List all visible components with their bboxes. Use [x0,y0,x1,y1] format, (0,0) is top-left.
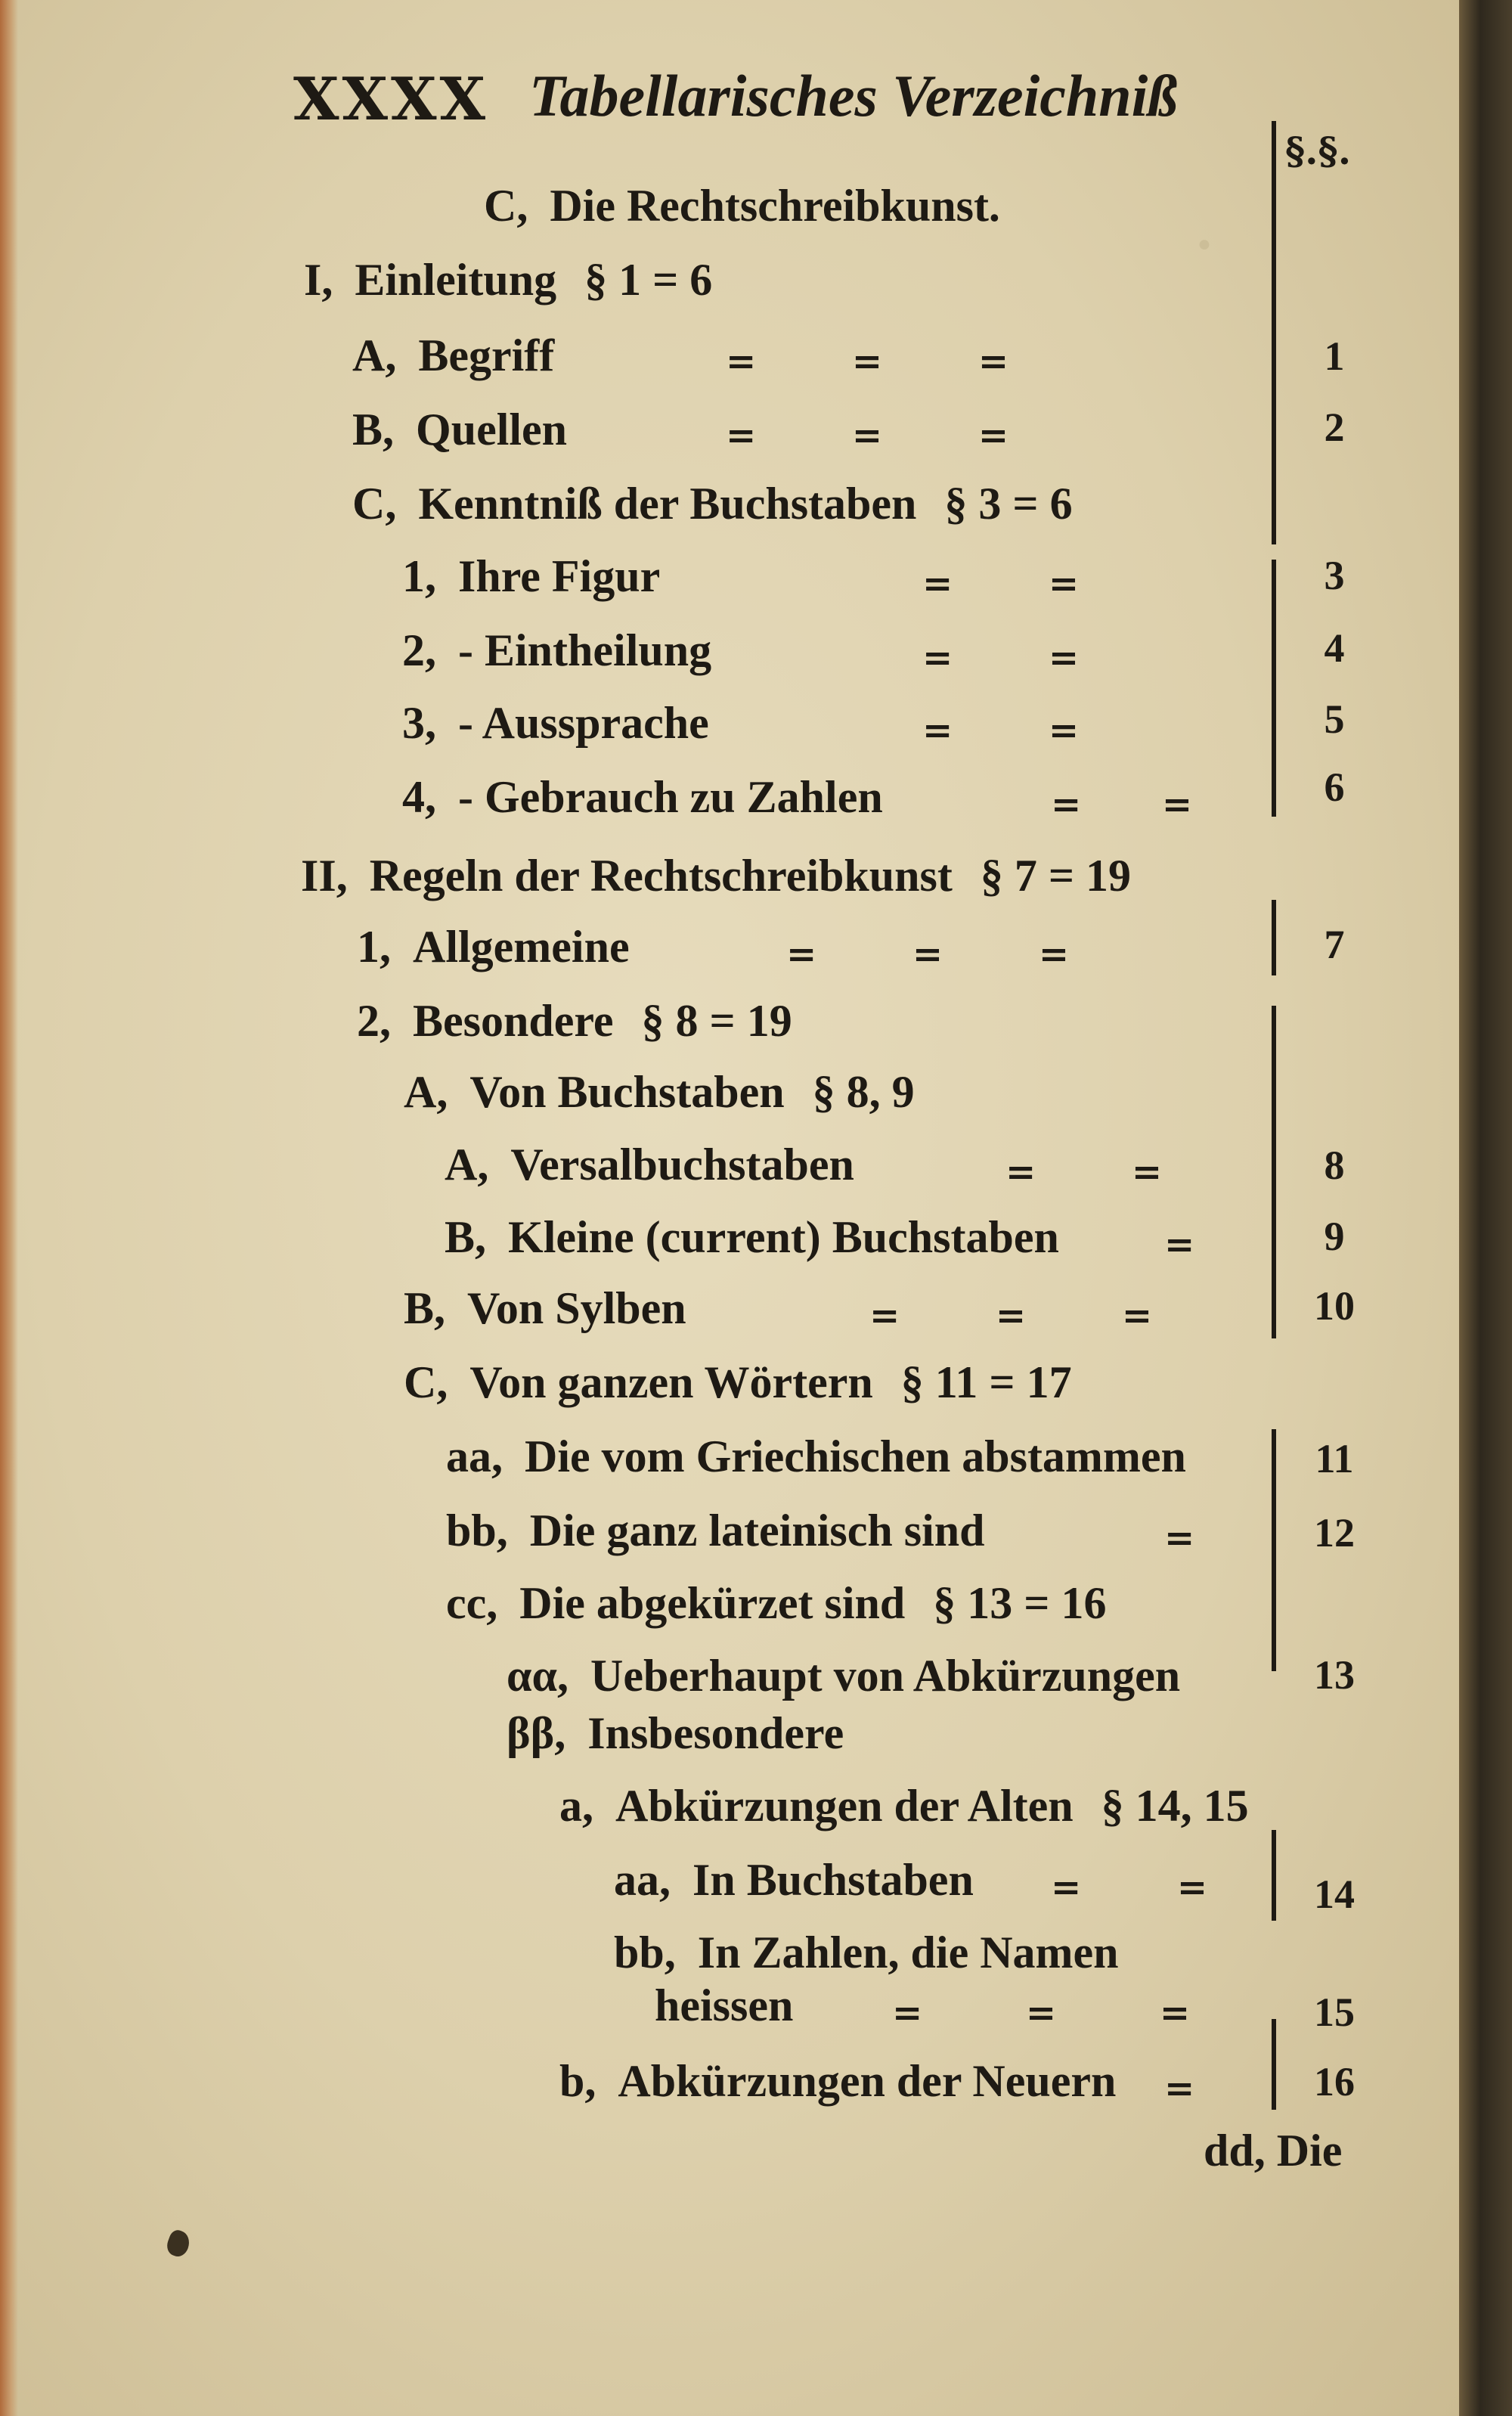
book-spine-edge [1459,0,1512,2416]
entry-marker: C, [352,479,397,529]
toc-entry [446,1508,984,1553]
section-number: 10 [1314,1283,1355,1329]
entry-text: Abkürzungen der Neuern [618,2056,1117,2106]
entry-text: Abkürzungen der Alten [615,1781,1074,1831]
ditto-marks: = [1164,2067,1195,2110]
entry-text: Ueberhaupt von Abkürzungen [590,1651,1181,1701]
section-number: 12 [1314,1510,1355,1555]
toc-entry [404,1357,1072,1407]
section-number: 14 [1314,1872,1355,1917]
toc-entry [507,1710,844,1756]
toc-entry [445,1214,1059,1260]
entry-text: Die abgekürzet sind [519,1578,906,1628]
section-range: § 11 = 17 [900,1357,1072,1407]
section-range: § 8, 9 [812,1067,915,1117]
column-rule [1272,560,1276,817]
entry-text: Einleitung [355,255,557,305]
section-number: 1 [1324,333,1345,379]
entry-marker: b, [559,2056,596,2106]
toc-entry [559,2058,1116,2104]
section-range: § 8 = 19 [641,996,792,1046]
section-number: 9 [1324,1214,1345,1259]
section-range: § 13 = 16 [933,1578,1107,1628]
section-number: 4 [1324,625,1345,671]
toc-entry [301,851,1132,901]
section-number: 7 [1324,922,1345,967]
column-rule [1272,1830,1276,1921]
toc-entry [357,922,630,972]
entry-marker: 1, [357,922,391,972]
ditto-marks: = = = [869,1295,1153,1337]
entry-text: Kenntniß der Buchstaben [418,479,917,529]
entry-text: Die vom Griechischen abstammen [525,1431,1186,1481]
entry-marker: bb, [614,1928,676,1977]
catchword: dd, Die [1204,2126,1343,2176]
page-number: XXXX [293,65,489,134]
entry-marker: A, [445,1140,489,1189]
entry-marker: B, [404,1283,446,1333]
entry-marker: C, [404,1357,448,1407]
entry-marker: 2, [402,625,436,675]
entry-text: - Aussprache [458,698,709,748]
entry-text: Begriff [418,330,555,380]
ditto-marks: = [1164,1517,1195,1559]
toc-entry [446,1431,1186,1481]
ditto-marks: = = [1051,1866,1208,1909]
toc-entry [445,1142,854,1187]
entry-marker: II, [301,851,348,901]
entry-text: Von Buchstaben [469,1067,785,1117]
toc-entry [404,1283,686,1333]
ditto-marks: = = = [726,414,1009,457]
column-rule [1272,1429,1276,1671]
entry-text: Allgemeine [413,922,630,972]
entry-text: Von Sylben [467,1283,686,1333]
entry-marker: 1, [402,551,436,601]
toc-entry [352,479,1073,529]
entry-marker: B, [352,405,395,454]
toc-entry [614,1930,1119,1975]
ditto-marks: = = = [786,933,1070,975]
section-number: 15 [1314,1990,1355,2035]
toc-entry [404,1069,915,1115]
entry-text: Die ganz lateinisch sind [529,1506,985,1555]
toc-entry [352,407,567,452]
section-range: § 1 = 6 [584,255,713,305]
entry-text: In Buchstaben [692,1855,974,1905]
entry-marker: a, [559,1781,593,1831]
toc-entry [484,181,1000,231]
entry-text: Besondere [413,996,614,1046]
entry-text: - Gebrauch zu Zahlen [458,772,883,822]
page-edge-left [0,0,18,2416]
entry-text: Ihre Figur [458,551,661,601]
toc-entry [304,255,713,305]
toc-entry [446,1580,1106,1626]
toc-entry [559,1781,1249,1831]
ditto-marks: = = = [726,340,1009,383]
section-number: 11 [1315,1436,1354,1481]
entry-marker: bb, [446,1506,508,1555]
ditto-marks: = = = [892,1992,1191,2034]
entry-text: Versalbuchstaben [510,1140,854,1189]
ink-smudge [164,2228,193,2259]
ditto-marks: = = [922,637,1080,679]
entry-marker: A, [404,1067,448,1117]
column-rule [1272,900,1276,975]
column-rule [1272,1006,1276,1338]
ditto-marks: = = [1051,783,1193,826]
ditto-marks: = [1164,1224,1195,1266]
entry-text: - Eintheilung [458,625,712,675]
toc-entry [402,551,661,601]
section-number: 5 [1324,696,1345,742]
entry-marker: B, [445,1212,487,1262]
entry-text: In Zahlen, die Namen [697,1928,1119,1977]
entry-marker: αα, [507,1651,569,1701]
section-range: § 14, 15 [1101,1781,1249,1831]
toc-entry [357,998,792,1044]
entry-text: Regeln der Rechtschreibkunst [369,851,953,901]
entry-marker: 3, [402,698,436,748]
entry-marker: 2, [357,996,391,1046]
column-rule [1272,2019,1276,2110]
entry-text: Insbesondere [587,1708,844,1758]
entry-text: Quellen [416,405,568,454]
section-number: 3 [1324,553,1345,598]
section-number: 6 [1324,764,1345,810]
entry-marker: C, [484,181,528,231]
section-column-heading: §.§. [1285,129,1352,173]
bleed-through-mark: • [1194,227,1214,265]
section-number: 8 [1324,1143,1345,1188]
toc-entry [614,1857,974,1903]
ditto-marks: = = [922,563,1080,605]
entry-text: Von ganzen Wörtern [469,1357,873,1407]
section-number: 16 [1314,2059,1355,2104]
entry-text: Kleine (current) Buchstaben [508,1212,1059,1262]
section-range: § 7 = 19 [980,851,1132,901]
toc-entry [507,1651,1181,1701]
entry-marker: cc, [446,1578,498,1628]
entry-marker: aa, [614,1855,671,1905]
toc-entry [644,1980,794,2030]
entry-marker: ββ, [507,1708,566,1758]
column-rule [1272,121,1276,544]
entry-marker: 4, [402,772,436,822]
page-title: Tabellarisches Verzeichniß [529,63,1178,129]
ditto-marks: = = [922,709,1080,752]
entry-text: Die Rechtschreibkunst. [550,181,1000,231]
entry-text: heissen [655,1980,794,2030]
toc-entry [402,625,712,675]
section-number: 2 [1324,405,1345,450]
toc-entry [352,330,555,380]
toc-entry [402,700,709,746]
entry-marker: I, [304,255,333,305]
section-range: § 3 = 6 [944,479,1073,529]
section-number: 13 [1314,1652,1355,1698]
entry-marker: A, [352,330,397,380]
toc-entry [402,774,883,820]
ditto-marks: = = [1005,1151,1163,1193]
entry-marker: aa, [446,1431,503,1481]
